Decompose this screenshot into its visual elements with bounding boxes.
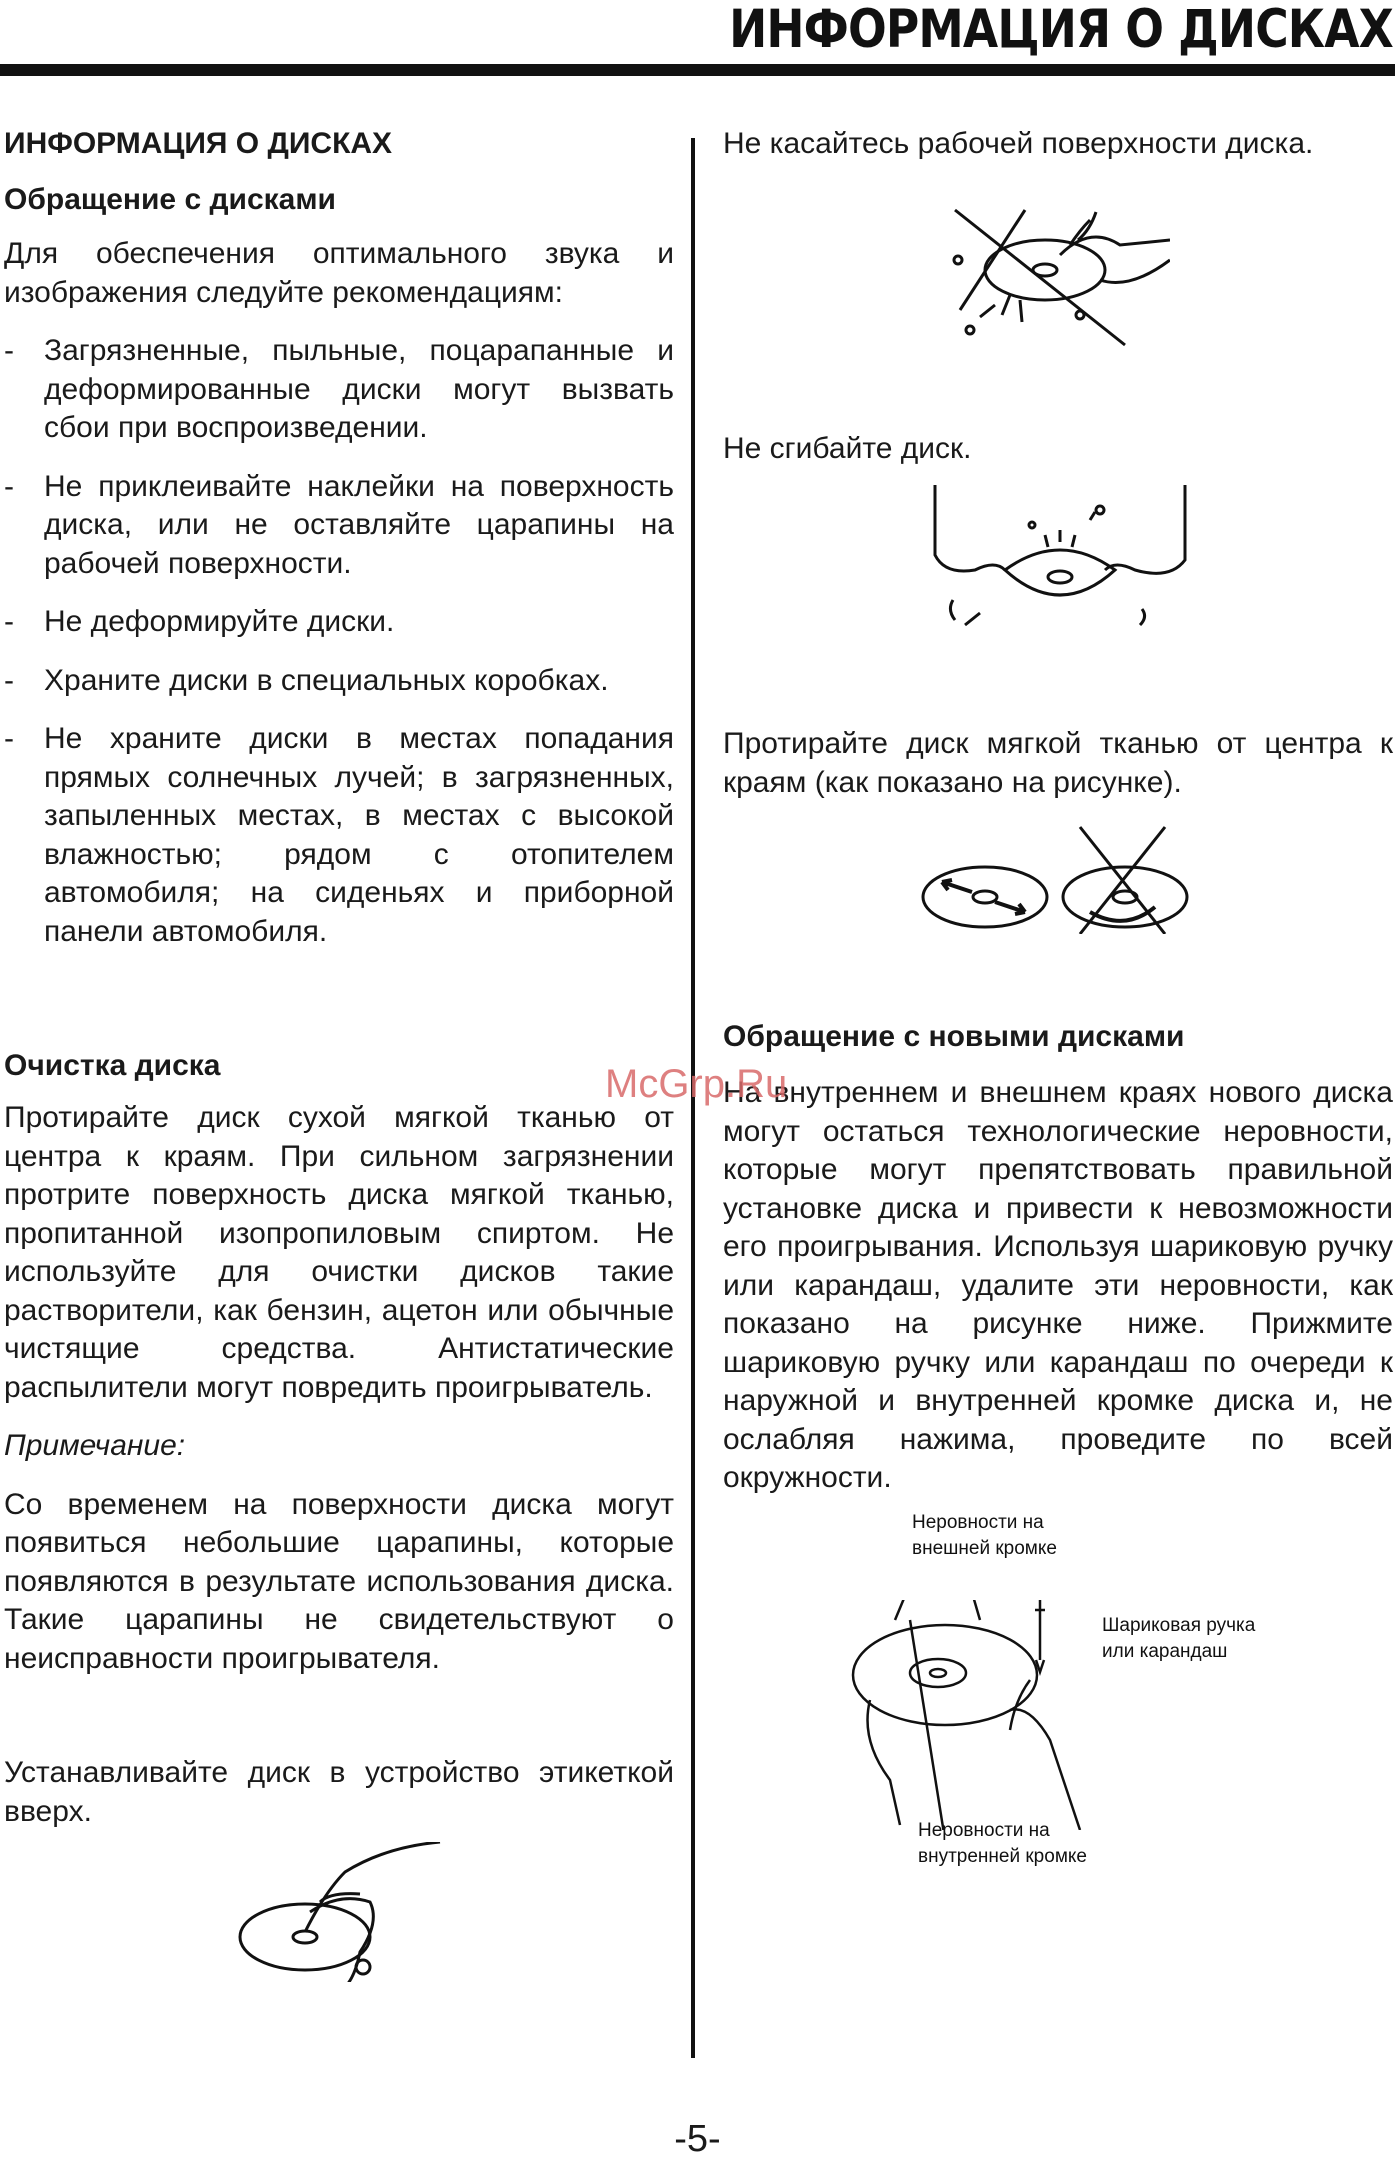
dont-bend-illustration (930, 485, 1190, 640)
handling-list (4, 332, 674, 951)
note-text: Со временем на поверхности диска могут появиться небольшие царапины, которые появляются в результате использования диска. Такие царапины не свидетельствуют о неисправности проигрывателя. (4, 1487, 674, 1675)
dont-bend-text: Не сгибайте диск. (723, 432, 972, 465)
cleaning-title: Очистка диска (4, 1049, 221, 1082)
header-rule (0, 64, 1395, 76)
burr-removal-illustration (850, 1600, 1130, 1830)
caption-outer-edge: Неровности на внешней кромке (912, 1512, 1057, 1559)
list-item: - Не храните диски в местах попадания прямых солнечных лучей; в загрязненных, запыленных местах, в местах с высокой влажностью; рядом с отопителем автомобиля; на сиденьях и приборной панели автомобиля. (4, 720, 674, 951)
page-title: ИНФОРМАЦИЯ О ДИСКАХ (729, 0, 1393, 60)
cleaning-text: Протирайте диск сухой мягкой тканью от центра к краям. При сильном загрязнении протрите поверхность диска мягкой тканью, пропитанной изопропиловым спиртом. Не используйте для очистки дисков такие растворители, как бензин, ацетон или обычные чистящие средства. Антистатические распылители могут повредить проигрыватель. (4, 1101, 674, 1404)
new-discs-title: Обращение с новыми дисками (723, 1020, 1185, 1053)
section-title: ИНФОРМАЦИЯ О ДИСКАХ (4, 127, 393, 160)
wipe-direction-illustration (920, 822, 1200, 934)
wipe-text: Протирайте диск мягкой тканью от центра к краям (как показано на рисунке). (723, 727, 1393, 799)
new-discs-section (723, 1018, 1393, 1498)
handling-intro: Для обеспечения оптимального звука и изображения следуйте рекомендациям: (4, 237, 674, 309)
list-item: - Не приклеивайте наклейки на поверхность диска, или не оставляйте царапины на рабочей поверхности. (4, 468, 674, 584)
dont-touch-illustration (950, 200, 1170, 350)
handling-title: Обращение с дисками (4, 183, 336, 216)
list-item: - Не деформируйте диски. (4, 603, 674, 642)
watermark: McGrp.Ru (605, 1062, 788, 1106)
caption-pen: Шариковая ручка или карандаш (1102, 1615, 1256, 1662)
list-item: - Загрязненные, пыльные, поцарапанные и деформированные диски могут вызвать сбои при воспроизведении. (4, 332, 674, 448)
note-label: Примечание: (4, 1429, 186, 1462)
page-number: -5- (674, 2118, 721, 2160)
list-item: - Храните диски в специальных коробках. (4, 662, 674, 701)
left-column (4, 125, 674, 1831)
new-discs-text: На внутреннем и внешнем краях нового диска могут остаться технологические неровности, которые могут препятствовать правильной установке диска и привести к невозможности его проигрывания. Используя шариковую ручку или карандаш, удалите эти неровности, как показано на рисунке ниже. Прижмите шариковую ручку или карандаш по очереди к наружной и внутренней кромке диска и, не ослабляя нажима, проведите по всей окружности. (723, 1076, 1393, 1494)
insert-disc-illustration (235, 1842, 445, 1982)
caption-inner-edge: Неровности на внутренней кромке (918, 1820, 1087, 1867)
dont-touch-text: Не касайтесь рабочей поверхности диска. (723, 127, 1314, 160)
insert-text: Устанавливайте диск в устройство этикеткой вверх. (4, 1756, 674, 1828)
